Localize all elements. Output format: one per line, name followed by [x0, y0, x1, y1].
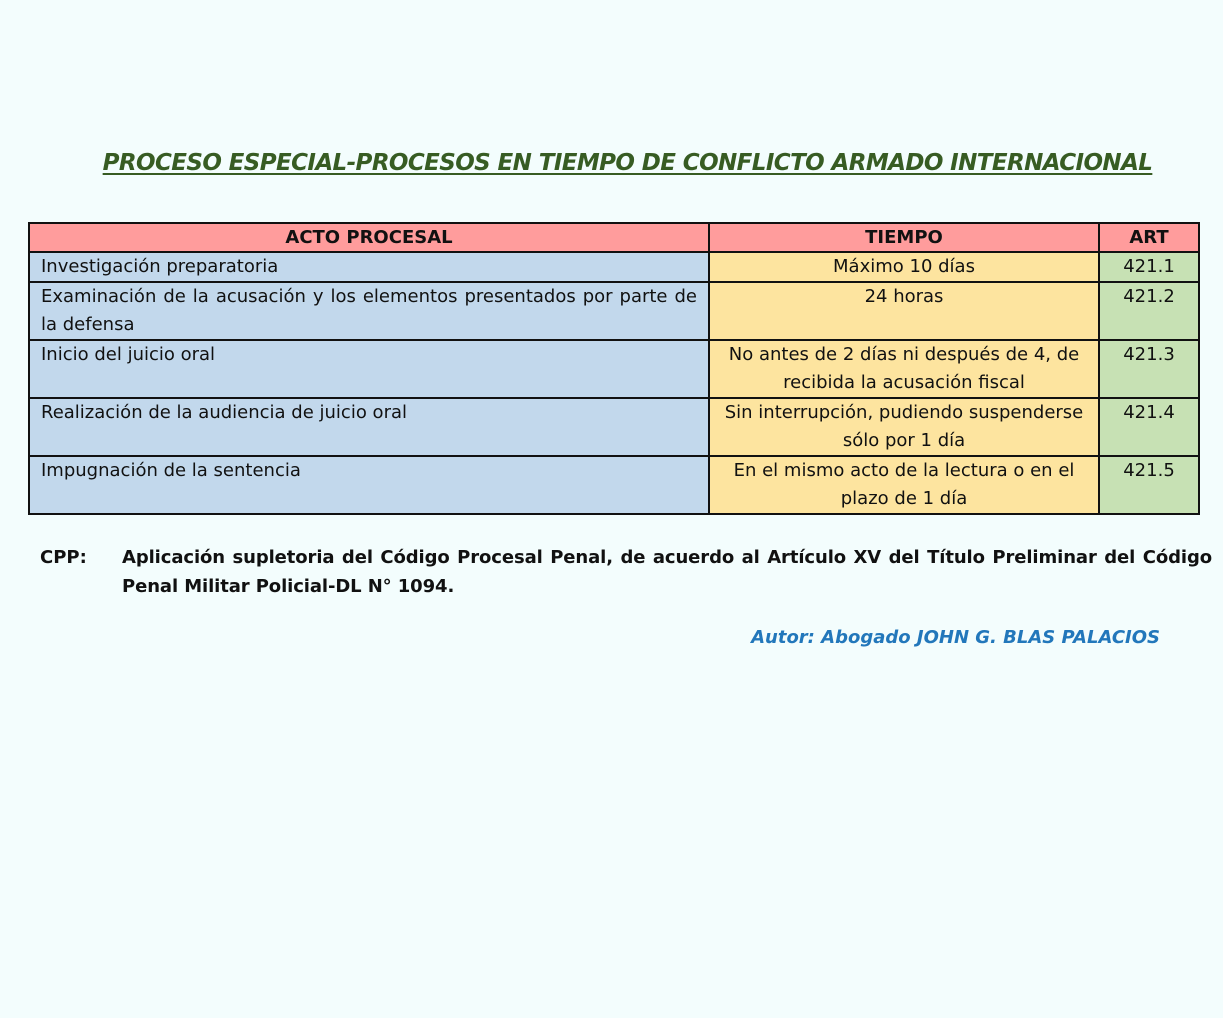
header-art: ART — [1099, 223, 1199, 252]
art-cell: 421.5 — [1099, 456, 1199, 514]
tiempo-cell: Sin interrupción, pudiendo suspenderse sólo por 1 día — [709, 398, 1099, 456]
table-row — [29, 398, 1199, 456]
page-title: PROCESO ESPECIAL-PROCESOS EN TIEMPO DE CONFLICTO ARMADO INTERNACIONAL — [102, 150, 1153, 176]
art-cell: 421.4 — [1099, 398, 1199, 456]
art-cell: 421.1 — [1099, 252, 1199, 282]
table-row — [29, 456, 1199, 514]
acto-cell: Inicio del juicio oral — [29, 340, 709, 398]
tiempo-cell: 24 horas — [709, 282, 1099, 340]
tiempo-cell: No antes de 2 días ni después de 4, de recibida la acusación fiscal — [709, 340, 1099, 398]
table-row — [29, 340, 1199, 398]
cpp-note — [40, 543, 1212, 601]
acto-cell: Realización de la audiencia de juicio oral — [29, 398, 709, 456]
header-tiempo: TIEMPO — [709, 223, 1099, 252]
procedure-table — [28, 222, 1200, 515]
art-cell: 421.3 — [1099, 340, 1199, 398]
header-acto-procesal: ACTO PROCESAL — [29, 223, 709, 252]
tiempo-cell: En el mismo acto de la lectura o en el plazo de 1 día — [709, 456, 1099, 514]
note-text: Aplicación supletoria del Código Procesal Penal, de acuerdo al Artículo XV del Título Preliminar del Código Penal Militar Policial-DL N° 1094. — [122, 547, 1212, 597]
acto-cell: Examinación de la acusación y los elementos presentados por parte de la defensa — [29, 282, 709, 340]
acto-cell: Impugnación de la sentencia — [29, 456, 709, 514]
note-label: CPP: — [40, 547, 87, 568]
table-row — [29, 282, 1199, 340]
table-header-row — [29, 223, 1199, 252]
tiempo-cell: Máximo 10 días — [709, 252, 1099, 282]
art-cell: 421.2 — [1099, 282, 1199, 340]
author-credit: Autor: Abogado JOHN G. BLAS PALACIOS — [751, 627, 1160, 648]
table-row — [29, 252, 1199, 282]
acto-cell: Investigación preparatoria — [29, 252, 709, 282]
